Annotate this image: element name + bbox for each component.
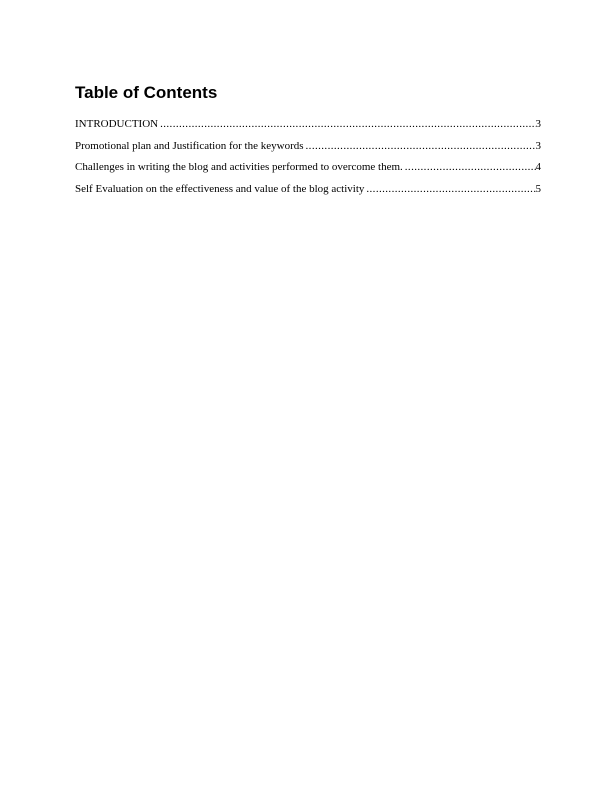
toc-title: Table of Contents <box>75 83 218 102</box>
toc-entry-promotional-plan[interactable] <box>75 138 541 158</box>
toc-page-number: 5 <box>535 182 541 195</box>
toc-entry-challenges[interactable] <box>75 159 541 179</box>
toc-page-number: 4 <box>535 161 541 173</box>
toc-entry-introduction[interactable] <box>75 116 541 136</box>
toc-entry-text: Promotional plan and Justification for the keywords <box>75 139 304 152</box>
toc-list <box>75 116 541 202</box>
toc-entry-self-evaluation[interactable] <box>75 181 541 201</box>
toc-dot-leader <box>366 181 535 197</box>
toc-dot-leader <box>160 116 535 132</box>
toc-entry-text: Challenges in writing the blog and activities performed to overcome them. <box>75 161 403 173</box>
toc-dot-leader <box>405 159 536 175</box>
toc-page-number: 3 <box>535 139 541 152</box>
toc-entry-text: Self Evaluation on the effectiveness and value of the blog activity <box>75 182 365 195</box>
toc-page-number: 3 <box>535 118 541 130</box>
toc-entry-text: INTRODUCTION <box>75 118 159 130</box>
toc-dot-leader <box>306 138 536 154</box>
